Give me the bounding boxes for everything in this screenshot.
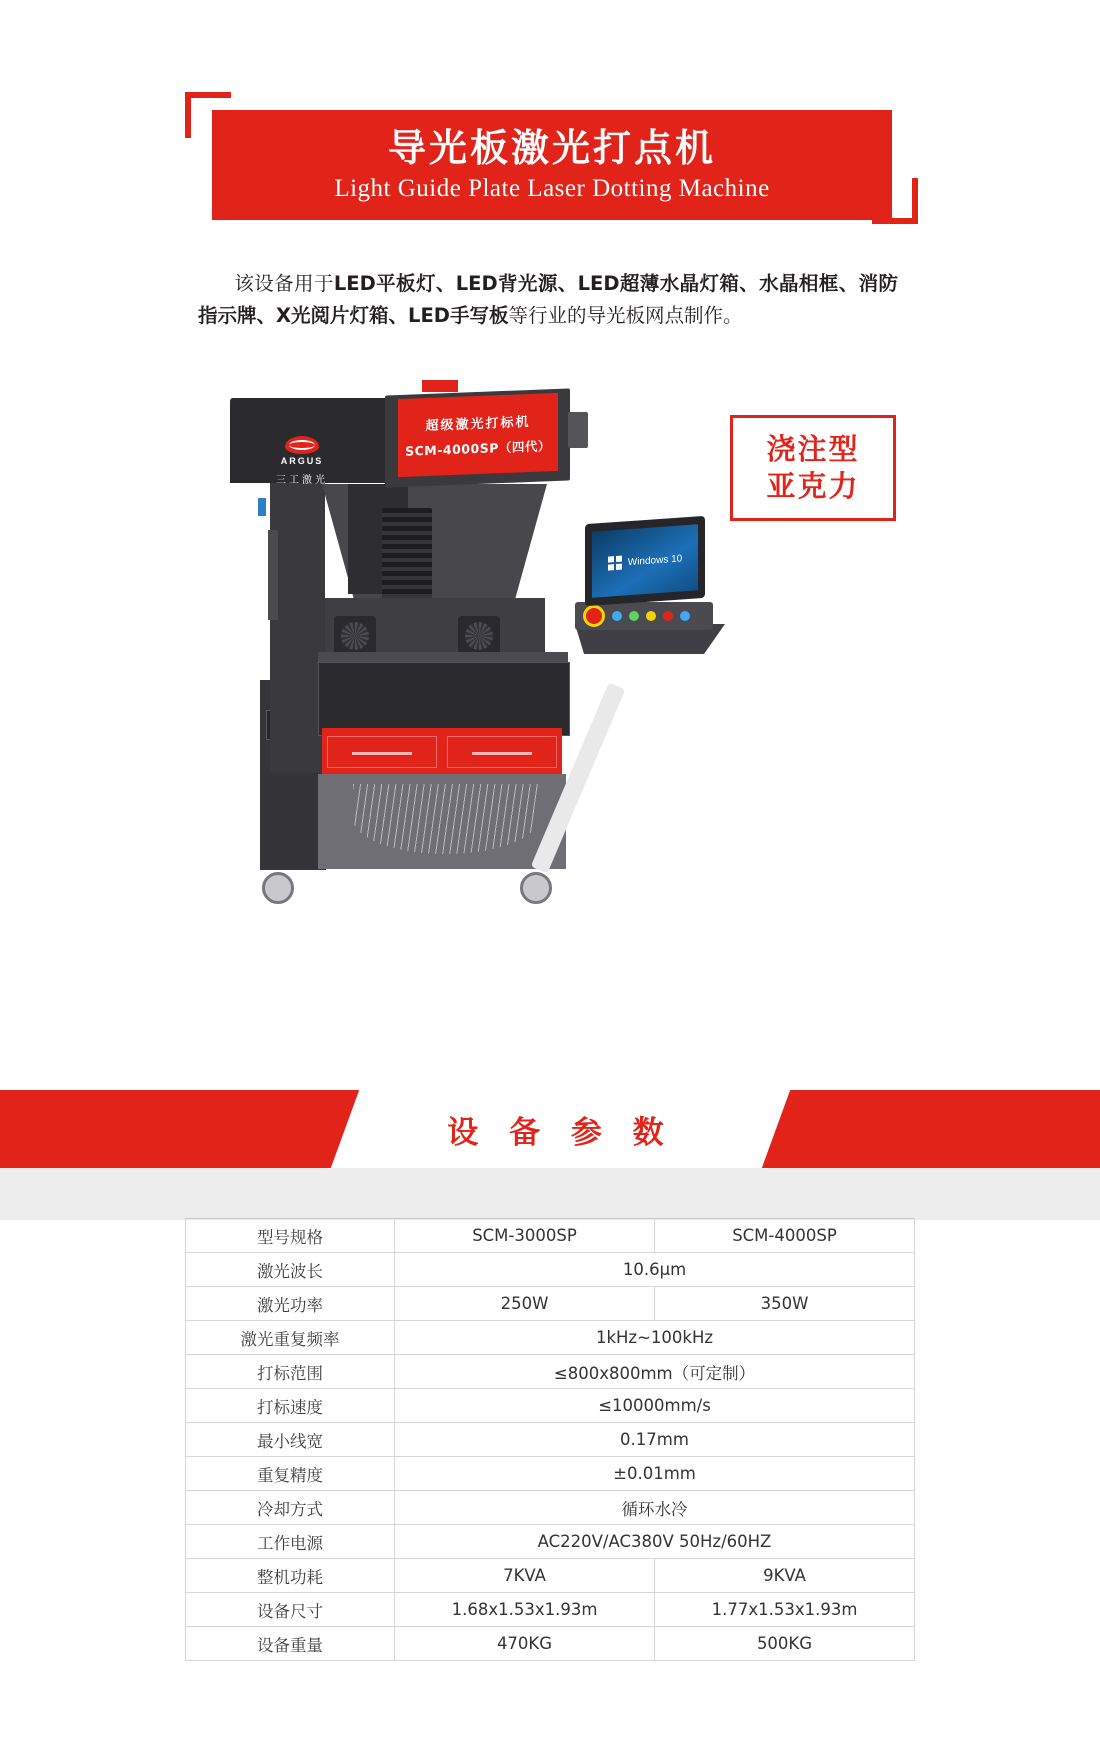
machine-top-enclosure: [230, 398, 385, 486]
spec-table: [185, 1218, 915, 1661]
brand-logo-cn: 三工激光: [276, 475, 328, 486]
control-monitor: [585, 516, 705, 606]
machine-name-plate-line1: 超级激光打标机: [425, 414, 531, 435]
callout-line-1: 浇注型: [766, 431, 860, 466]
machine-indicator-strip: [258, 498, 266, 516]
machine-name-plate: [398, 393, 558, 477]
machine-name-plate-line2: SCM-4000SP（四代）: [405, 438, 551, 459]
spec-row-label: 最小线宽: [186, 1423, 395, 1457]
page-title-cn: 导光板激光打点机: [387, 126, 716, 171]
spec-row-value: 循环水冷: [395, 1491, 915, 1525]
table-row: [186, 1423, 915, 1457]
intro-text-tail: 等行业的导光板网点制作。: [508, 303, 743, 327]
spec-table-body: [186, 1219, 915, 1661]
windows-logo-icon: [608, 556, 622, 571]
intro-text-bold: LED平板灯、LED背光源、LED超薄水晶灯箱、水晶相框、消防指示牌、X光阅片灯箱、LED手写板: [198, 272, 898, 327]
spec-row-value: 10.6μm: [395, 1253, 915, 1287]
control-button-icon-4: [663, 611, 673, 621]
spec-row-label: 激光波长: [186, 1253, 395, 1287]
spec-row-label: 打标速度: [186, 1389, 395, 1423]
spec-row-value-col1: 250W: [395, 1287, 655, 1321]
spec-row-value: ≤800x800mm（可定制）: [395, 1355, 915, 1389]
spec-row-label: 设备尺寸: [186, 1593, 395, 1627]
control-button-icon-1: [612, 611, 622, 621]
table-row: [186, 1559, 915, 1593]
product-illustration: [230, 380, 683, 950]
page-title-en: Light Guide Plate Laser Dotting Machine: [334, 174, 770, 202]
intro-paragraph: [198, 268, 898, 331]
spec-row-value-col1: 470KG: [395, 1627, 655, 1661]
monitor-screen: [592, 524, 698, 597]
spec-row-label: 型号规格: [186, 1219, 395, 1253]
table-row: [186, 1627, 915, 1661]
machine-fan-right: [458, 616, 500, 656]
spec-row-value-col2: SCM-4000SP: [655, 1219, 915, 1253]
table-row: [186, 1287, 915, 1321]
spec-row-value: 1kHz~100kHz: [395, 1321, 915, 1355]
spec-row-value: ±0.01mm: [395, 1457, 915, 1491]
monitor-os-label: Windows 10: [627, 552, 683, 568]
spec-row-value-col1: SCM-3000SP: [395, 1219, 655, 1253]
spec-row-label: 打标范围: [186, 1355, 395, 1389]
brand-logo-word: ARGUS: [280, 456, 324, 466]
brand-logo: [248, 436, 356, 486]
table-row: [186, 1525, 915, 1559]
control-button-icon-3: [646, 611, 656, 621]
page-header: [0, 0, 1100, 260]
spec-row-value-col2: 500KG: [655, 1627, 915, 1661]
machine-light-bar: [268, 530, 278, 620]
spec-row-value: ≤10000mm/s: [395, 1389, 915, 1423]
table-row: [186, 1593, 915, 1627]
table-row: [186, 1491, 915, 1525]
table-row: [186, 1389, 915, 1423]
spec-row-value-col2: 1.77x1.53x1.93m: [655, 1593, 915, 1627]
spec-row-label: 激光功率: [186, 1287, 395, 1321]
callout-box: [730, 415, 896, 521]
machine-worktable: [318, 662, 570, 736]
control-button-panel: [575, 602, 713, 630]
machine-fan-left: [334, 616, 376, 656]
emergency-stop-icon: [583, 605, 605, 627]
machine-caster-right: [520, 872, 552, 904]
control-button-icon-5: [680, 611, 690, 621]
callout-line-2: 亚克力: [766, 469, 860, 503]
section-title: 设 备 参 数: [447, 1114, 674, 1151]
spec-row-label: 冷却方式: [186, 1491, 395, 1525]
header-banner: [212, 110, 892, 220]
machine-drawer-row: [322, 728, 562, 776]
machine-caster-left: [262, 872, 294, 904]
control-button-icon-2: [629, 611, 639, 621]
section-gray-strip: [0, 1168, 1100, 1220]
spec-row-label: 设备重量: [186, 1627, 395, 1661]
table-row: [186, 1457, 915, 1491]
spec-row-value-col1: 7KVA: [395, 1559, 655, 1593]
spec-row-label: 整机功耗: [186, 1559, 395, 1593]
spec-row-value-col2: 9KVA: [655, 1559, 915, 1593]
spec-row-label: 重复精度: [186, 1457, 395, 1491]
machine-connector-block: [568, 412, 588, 448]
spec-row-value: 0.17mm: [395, 1423, 915, 1457]
spec-row-value-col1: 1.68x1.53x1.93m: [395, 1593, 655, 1627]
argus-logo-icon: [285, 436, 319, 454]
machine-base: [318, 774, 566, 869]
table-row: [186, 1321, 915, 1355]
machine-top-red-tab: [422, 380, 458, 392]
machine-drawer-right: [447, 736, 557, 768]
table-row: [186, 1219, 915, 1253]
intro-text-lead: 该设备用于: [234, 272, 334, 295]
section-title-bar: [0, 1090, 1100, 1168]
machine-drawer-left: [327, 736, 437, 768]
table-row: [186, 1253, 915, 1287]
spec-row-label: 工作电源: [186, 1525, 395, 1559]
machine-neck: [270, 483, 325, 773]
spec-row-label: 激光重复频率: [186, 1321, 395, 1355]
table-row: [186, 1355, 915, 1389]
spec-row-value: AC220V/AC380V 50Hz/60HZ: [395, 1525, 915, 1559]
spec-row-value-col2: 350W: [655, 1287, 915, 1321]
